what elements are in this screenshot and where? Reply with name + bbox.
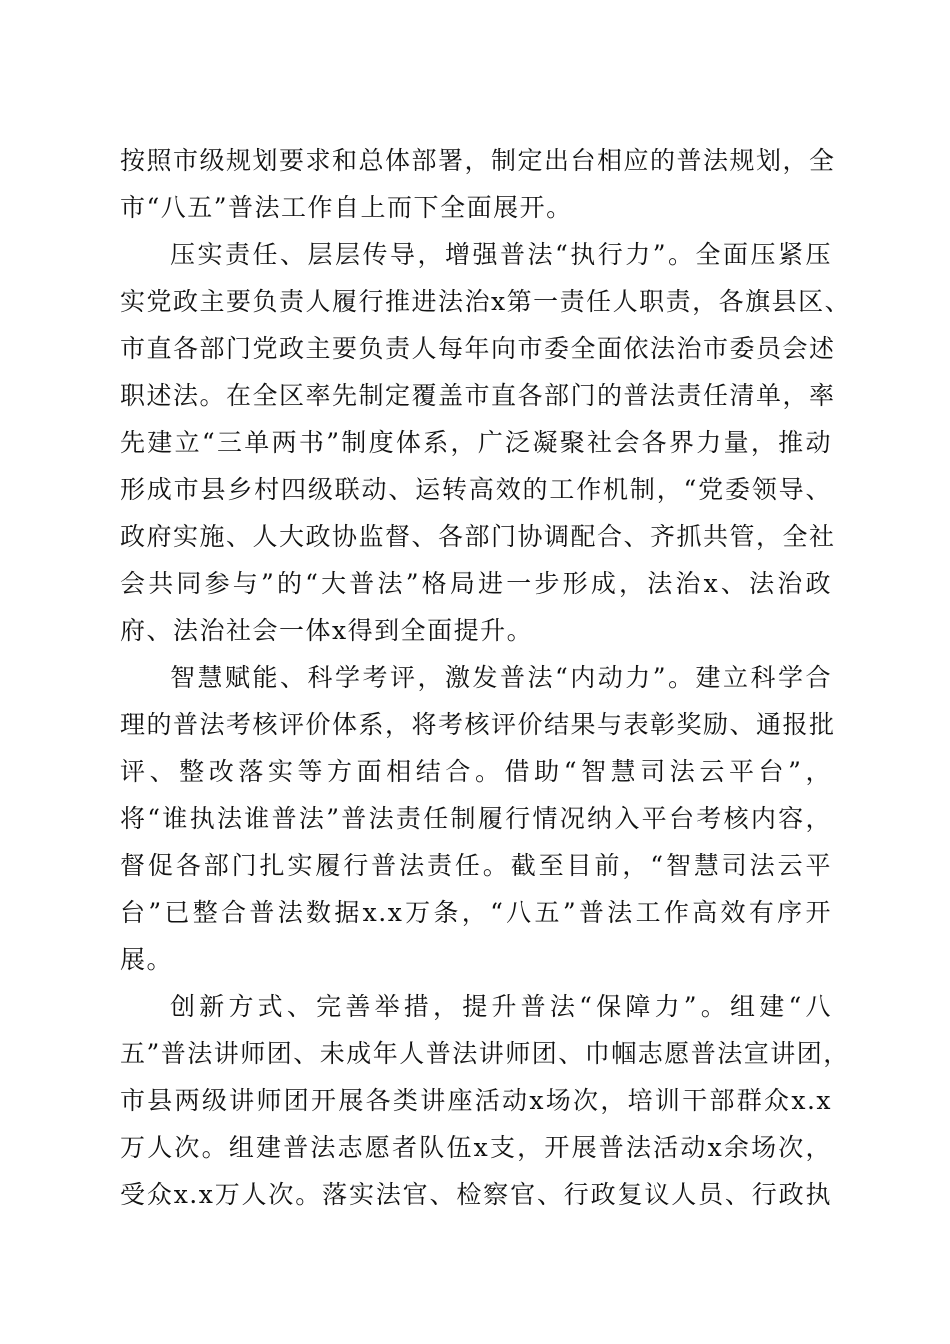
text-line-7: 先建立“三单两书”制度体系，广泛凝聚社会各界力量，推动	[120, 428, 832, 457]
text-line-22: 万人次。组建普法志愿者队伍x支，开展普法活动x余场次，	[120, 1133, 832, 1162]
text-line-21: 市县两级讲师团开展各类讲座活动x场次，培训干部群众x.x	[120, 1086, 832, 1115]
text-line-5: 市直各部门党政主要负责人每年向市委全面依法治市委员会述	[120, 334, 836, 363]
text-line-15: 将“谁执法谁普法”普法责任制履行情况纳入平台考核内容，	[120, 804, 832, 833]
text-line-14: 评、整改落实等方面相结合。借助“智慧司法云平台”，	[120, 757, 832, 786]
text-line-10: 会共同参与”的“大普法”格局进一步形成，法治x、法治政	[120, 569, 832, 598]
text-line-17: 台”已整合普法数据x.x万条，“八五”普法工作高效有序开	[120, 898, 832, 927]
text-line-23: 受众x.x万人次。落实法官、检察官、行政复议人员、行政执	[120, 1180, 832, 1209]
text-line-4: 实党政主要负责人履行推进法治x第一责任人职责，各旗县区、	[120, 287, 852, 316]
text-line-13: 理的普法考核评价体系，将考核评价结果与表彰奖励、通报批	[120, 710, 836, 739]
text-line-3: 压实责任、层层传导，增强普法“执行力”。全面压紧压	[170, 240, 832, 269]
text-line-9: 政府实施、人大政协监督、各部门协调配合、齐抓共管，全社	[120, 522, 836, 551]
text-line-19: 创新方式、完善举措，提升普法“保障力”。组建“八	[170, 992, 832, 1021]
text-line-8: 形成市县乡村四级联动、运转高效的工作机制，“党委领导、	[120, 475, 832, 504]
text-line-16: 督促各部门扎实履行普法责任。截至目前，“智慧司法云平	[120, 851, 832, 880]
text-line-12: 智慧赋能、科学考评，激发普法“内动力”。建立科学合	[170, 663, 832, 692]
text-line-11: 府、法治社会一体x得到全面提升。	[120, 616, 534, 645]
text-line-2: 市“八五”普法工作自上而下全面展开。	[120, 193, 573, 222]
text-line-1: 按照市级规划要求和总体部署，制定出台相应的普法规划，全	[120, 146, 836, 175]
text-line-6: 职述法。在全区率先制定覆盖市直各部门的普法责任清单，率	[120, 381, 836, 410]
text-line-18: 展。	[120, 945, 174, 974]
text-line-20: 五”普法讲师团、未成年人普法讲师团、巾帼志愿普法宣讲团，	[120, 1039, 850, 1068]
